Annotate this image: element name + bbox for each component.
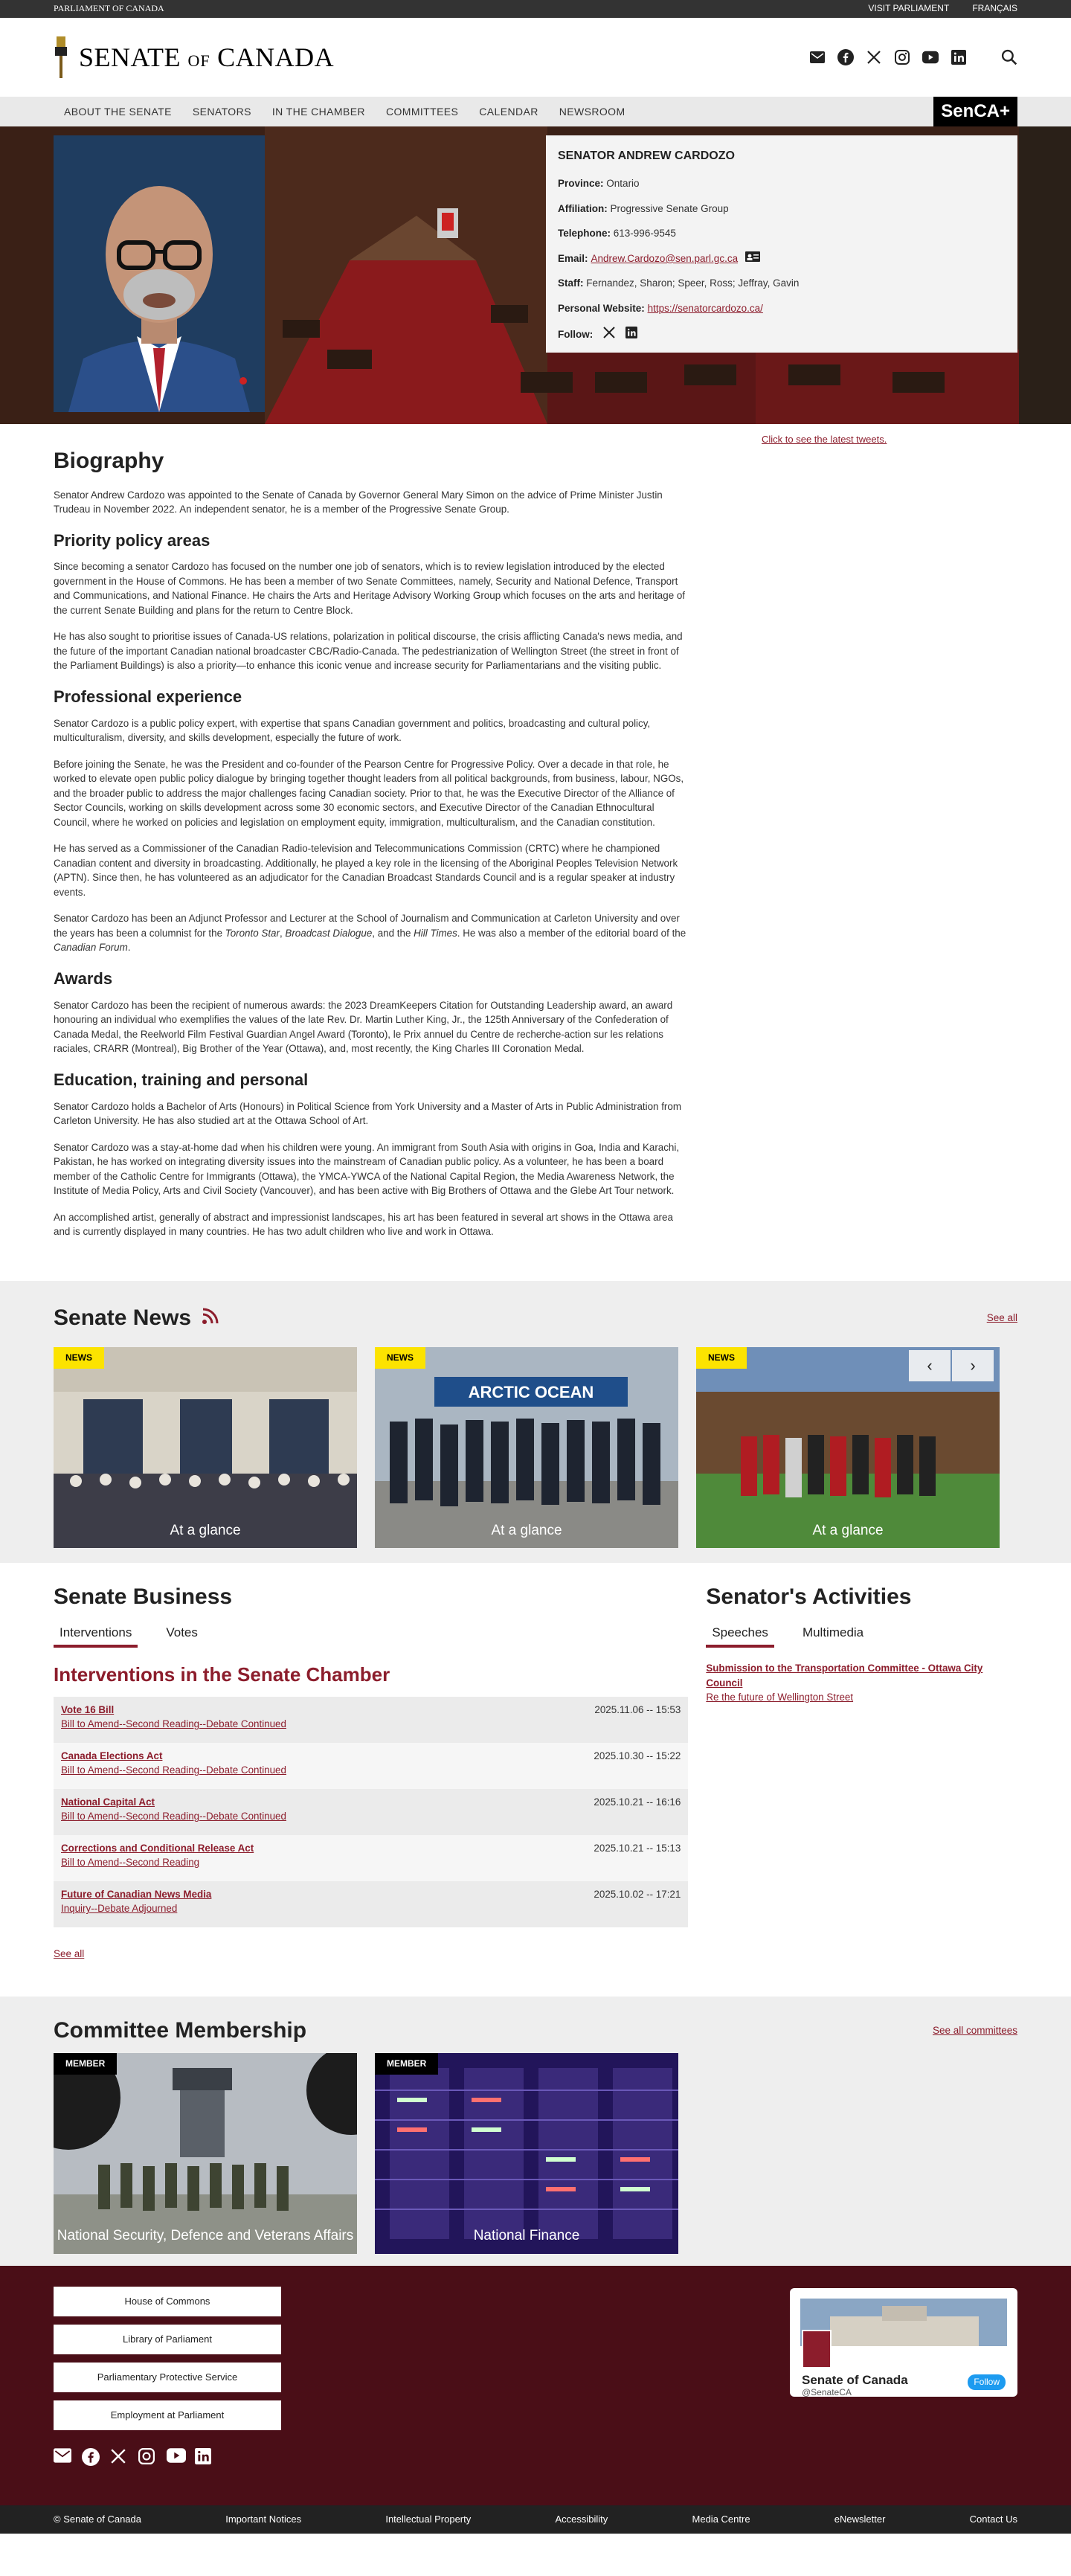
biography-section <box>54 424 690 1281</box>
intervention-date: 2025.11.06 -- 15:53 <box>594 1703 681 1715</box>
news-caption: At a glance <box>812 1522 884 1538</box>
bio-intro: Senator Andrew Cardozo was appointed to the Senate of Canada by Governor General Mary Simon on the advice of Prime Minister Justin Trudeau in November 2022. An independent senator, he is a member of the Progressive Senate Group. <box>54 489 663 515</box>
nav-list <box>54 104 636 119</box>
activity-sub-link[interactable]: Re the future of Wellington Street <box>706 1692 854 1703</box>
website-link[interactable]: https://senatorcardozo.ca/ <box>647 303 763 314</box>
news-see-all-link[interactable]: See all <box>986 1311 1017 1323</box>
affiliation-row: Affiliation: Progressive Senate Group <box>558 202 729 214</box>
committee-card[interactable] <box>375 2053 678 2254</box>
intervention-title-link[interactable]: Future of Canadian News Media <box>61 1888 212 1900</box>
committee-see-all-link[interactable]: See all committees <box>932 2025 1017 2037</box>
top-bar-links <box>847 2 1017 15</box>
nav-committees[interactable]: COMMITTEES <box>385 105 459 118</box>
affiliation-value: Progressive Senate Group <box>610 202 729 214</box>
bottom-bar <box>0 2505 1071 2534</box>
committee-image-finance <box>375 2053 678 2254</box>
staff-row: Staff: Fernandez, Sharon; Speer, Ross; Jeffray, Gavin <box>558 277 800 289</box>
education-title: Education, training and personal <box>54 1070 309 1089</box>
facebook-icon[interactable] <box>837 49 854 65</box>
education-paragraph-1: Senator Cardozo holds a Bachelor of Arts (Honours) in Political Science from York University and a Master of Arts in Public Administration from Carleton University. He has also studied art at the Ottawa School of Art. <box>54 1100 681 1127</box>
instagram-icon[interactable] <box>894 49 910 65</box>
activities-tabs <box>706 1624 1017 1648</box>
biography-title: Biography <box>54 449 164 473</box>
intervention-date: 2025.10.21 -- 16:16 <box>594 1796 681 1808</box>
email-icon[interactable] <box>54 2448 73 2467</box>
activities-list <box>706 1661 1017 1704</box>
profile-hero <box>0 126 1071 424</box>
nav-chamber[interactable]: IN THE CHAMBER <box>271 105 365 118</box>
visit-parliament-link[interactable]: VISIT PARLIAMENT <box>868 3 950 14</box>
business-see-all-link[interactable]: See all <box>54 1947 85 1959</box>
sidebar <box>762 424 887 1281</box>
intervention-title-link[interactable]: Vote 16 Bill <box>61 1703 115 1715</box>
news-card[interactable] <box>54 1347 357 1548</box>
interventions-title: Interventions in the Senate Chamber <box>54 1663 390 1686</box>
committee-caption: National Security, Defence and Veterans Affairs <box>57 2228 354 2244</box>
nav-about[interactable]: ABOUT THE SENATE <box>64 105 172 118</box>
chevron-left-icon[interactable]: ‹ <box>909 1350 951 1381</box>
email-link[interactable]: Andrew.Cardozo@sen.parl.gc.ca <box>591 252 739 264</box>
committee-title: Committee Membership <box>54 2018 307 2043</box>
intervention-row <box>54 1697 688 1743</box>
twitter-follow-button[interactable]: Follow <box>968 2374 1006 2390</box>
email-icon[interactable] <box>809 49 826 65</box>
intervention-date: 2025.10.02 -- 17:21 <box>594 1888 681 1900</box>
tab-multimedia[interactable]: Multimedia <box>802 1625 864 1639</box>
committee-header <box>54 2014 1017 2047</box>
province-value: Ontario <box>606 178 640 190</box>
intervention-sub-link[interactable]: Bill to Amend--Second Reading--Debate Continued <box>61 1718 286 1730</box>
senate-news-section <box>0 1281 1071 1564</box>
footer-social-links <box>54 2448 1017 2467</box>
news-card[interactable] <box>696 1347 1000 1548</box>
nav-newsroom[interactable]: NEWSROOM <box>559 105 625 118</box>
language-toggle[interactable]: FRANÇAIS <box>972 3 1017 14</box>
member-tag: MEMBER <box>375 2053 438 2075</box>
tab-interventions[interactable]: Interventions <box>54 1624 138 1648</box>
news-tag: NEWS <box>696 1347 747 1369</box>
carousel-arrows <box>909 1350 994 1381</box>
rss-icon[interactable] <box>202 1302 219 1334</box>
sign-text: ARCTIC OCEAN <box>468 1383 594 1402</box>
news-header <box>54 1302 1017 1334</box>
accessibility-link[interactable]: Accessibility <box>555 2513 608 2525</box>
news-caption: At a glance <box>491 1522 562 1538</box>
library-of-parliament-link[interactable]: Library of Parliament <box>54 2325 281 2354</box>
telephone-value: 613-996-9545 <box>613 228 676 240</box>
parliament-link[interactable]: PARLIAMENT OF CANADA <box>54 3 164 14</box>
tweets-link[interactable]: Click to see the latest tweets. <box>762 434 887 445</box>
linkedin-icon[interactable] <box>625 327 637 343</box>
email-row: Email: Andrew.Cardozo@sen.parl.gc.ca <box>558 251 1006 266</box>
news-carousel <box>54 1347 1017 1548</box>
site-header <box>0 18 1071 97</box>
house-of-commons-link[interactable]: House of Commons <box>54 2287 281 2316</box>
news-tag: NEWS <box>375 1347 425 1369</box>
main-nav <box>0 97 1071 126</box>
province-row: Province: Ontario <box>558 178 640 190</box>
education-paragraph-3: An accomplished artist, generally of abstract and impressionist landscapes, his art has been featured in several art shows in the Ottawa area and is currently displayed in many countries. He has two adult children who live and work in Ottawa. <box>54 1211 673 1238</box>
priority-paragraph-2: He has also sought to prioritise issues of Canada-US relations, polarization in political discourse, the crisis afflicting Canada's news media, and the future of the important Canadian national broadcaster CBC/Radio-Canada. The pedestrianization of Wellington Street (the street in front of the Parliament Buildings) is also a priority—to enhance this iconic venue and increase security for Parliamentarians and the visiting public. <box>54 631 683 672</box>
business-title: Senate Business <box>54 1584 233 1610</box>
nav-calendar[interactable]: CALENDAR <box>479 105 538 118</box>
senate-logo[interactable] <box>54 36 334 78</box>
committee-image-defence <box>54 2053 357 2254</box>
intervention-sub-link[interactable]: Inquiry--Debate Adjourned <box>61 1903 178 1915</box>
linkedin-icon[interactable] <box>195 2448 214 2467</box>
activities-title: Senator's Activities <box>706 1584 912 1610</box>
news-caption: At a glance <box>170 1522 241 1538</box>
youtube-icon[interactable] <box>922 49 939 65</box>
business-panel <box>54 1581 688 1961</box>
professional-paragraph-1: Senator Cardozo is a public policy expert, with expertise that spans Canadian government and politics, broadcasting and cultural policy, multiculturalism, diversity, and skills development, especially the future of work. <box>54 717 651 744</box>
news-image-1 <box>54 1347 357 1548</box>
professional-paragraph-4: Senator Cardozo has been an Adjunct Professor and Lecturer at the School of Journalism and Communication at Carleton University and over the years has been a columnist for the Toronto Star, Broadcast Dialogue, and the Hill Times. He was also a member of the editorial board of the Canadian Forum. <box>54 913 686 954</box>
twitter-card <box>790 2288 1017 2397</box>
intervention-sub-link[interactable]: Bill to Amend--Second Reading--Debate Continued <box>61 1811 286 1822</box>
main-content <box>0 424 1071 1281</box>
senate-business-section <box>0 1563 1071 1997</box>
awards-title: Awards <box>54 969 113 988</box>
top-bar <box>0 0 1071 18</box>
follow-row: Follow: <box>558 327 1006 343</box>
intervention-row <box>54 1789 688 1835</box>
interventions-list <box>54 1697 688 1927</box>
news-tag: NEWS <box>54 1347 104 1369</box>
intervention-sub-link[interactable]: Bill to Amend--Second Reading--Debate Continued <box>61 1764 286 1776</box>
staff-value: Fernandez, Sharon; Speer, Ross; Jeffray, Gavin <box>586 277 800 289</box>
telephone-row: Telephone: 613-996-9545 <box>558 228 676 240</box>
news-image-2 <box>375 1347 678 1548</box>
tab-speeches[interactable]: Speeches <box>706 1624 774 1648</box>
contact-us-link[interactable]: Contact Us <box>969 2513 1017 2525</box>
intervention-title-link[interactable]: National Capital Act <box>61 1796 155 1808</box>
priority-title: Priority policy areas <box>54 530 210 550</box>
sencaplus-button[interactable]: SenCA+ <box>933 97 1017 126</box>
activities-panel <box>706 1581 1017 1961</box>
news-title: Senate News <box>54 1302 219 1334</box>
professional-paragraph-2: Before joining the Senate, he was the President and co-founder of the Pearson Centre for Progressive Policy. Over a decade in that role, he worked to elevate open public policy dialogue by bringing together thought leaders from all political backgrounds, from business, labour, NGOs, and the broader public to address the major challenges facing Canadian society. Prior to that, he was the Executive Director of the Alliance of Sector Councils, working on skills development across some 30 economic sectors, and Executive Director of the Canadian Ethnocultural Council, where he worked on policies and legislation on employment equity, immigration, multiculturalism, and the Canadian constitution. <box>54 758 684 828</box>
chevron-right-icon[interactable]: › <box>952 1350 994 1381</box>
professional-paragraph-3: He has served as a Commissioner of the Canadian Radio-television and Telecommunications Commission (CRTC) where he championed Canadian content and diversity in broadcasting. Additionally, he played a key role in the licensing of the Aboriginal Peoples Television Network (APTN). Since then, he has volunteered as an adjudicator for the Canadian Broadcast Standards Council and is a regular speaker at industry events. <box>54 843 678 898</box>
linkedin-icon[interactable] <box>951 49 967 65</box>
priority-paragraph-1: Since becoming a senator Cardozo has focused on the number one job of senators, which is to review legislation introduced by the elected government in the House of Commons. He has been a member of two Senate Committees, namely, Security and National Defence, Transport and Communications, and National Finance. He chairs the Arts and Heritage Advisory Working Group which focuses on the arts and heritage of the current Senate Building and plans for the return to Centre Block. <box>54 561 686 616</box>
important-notices-link[interactable]: Important Notices <box>225 2513 302 2525</box>
vcard-icon[interactable] <box>745 251 760 266</box>
logo-text: SENATE OF CANADA <box>79 42 335 72</box>
committee-caption: National Finance <box>473 2228 580 2244</box>
intervention-title-link[interactable]: Canada Elections Act <box>61 1750 163 1761</box>
employment-link[interactable]: Employment at Parliament <box>54 2400 281 2430</box>
intervention-row <box>54 1881 688 1927</box>
senator-portrait <box>54 135 265 412</box>
news-card[interactable] <box>375 1347 678 1548</box>
instagram-icon[interactable] <box>138 2448 158 2467</box>
intervention-title-link[interactable]: Corrections and Conditional Release Act <box>61 1842 254 1854</box>
senate-avatar <box>802 2330 832 2368</box>
x-icon[interactable] <box>110 2448 129 2467</box>
education-paragraph-2: Senator Cardozo was a stay-at-home dad when his children were young. An immigrant from South Asia with origins in Goa, India and Karachi, Pakistan, he has worked on integrating diversity issues into the mainstream of Canadian public policy. As a volunteer, he has been a board member of the Catholic Centre for Immigrants (Ottawa), the YMCA-YWCA of the National Capital Region, the Media Awareness Network, the Institute of Media Policy, Arts and Civil Society (Vancouver), and has been active with Big Brothers of Ottawa and the Glebe Art Tour network. <box>54 1141 680 1197</box>
facebook-icon[interactable] <box>82 2448 101 2467</box>
intervention-sub-link[interactable]: Bill to Amend--Second Reading <box>61 1857 200 1869</box>
copyright: © Senate of Canada <box>54 2513 141 2525</box>
search-icon[interactable] <box>1001 49 1017 65</box>
senator-name: SENATOR ANDREW CARDOZO <box>558 150 735 162</box>
x-icon[interactable] <box>866 49 882 65</box>
awards-paragraph: Senator Cardozo has been the recipient of numerous awards: the 2023 DreamKeepers Citation for Outstanding Leadership award, an award honouring an individual who exemplifies the values of the late Rev. Dr. Martin Luther King, Jr., the 125th Anniversary of the Confederation of Canada Medal, the Reelworld Film Festival Guardian Angel Award (Toronto), le Prix annuel du Centre de recherche-action sur les relations raciales, CRARR (Montreal), Big Brother of the Year (Ottawa), and, most recently, the King Charles III Coronation Medal. <box>54 999 673 1055</box>
intervention-row <box>54 1743 688 1789</box>
header-social-links <box>809 49 1017 65</box>
intellectual-property-link[interactable]: Intellectual Property <box>385 2513 472 2525</box>
business-tabs <box>54 1624 688 1648</box>
protective-service-link[interactable]: Parliamentary Protective Service <box>54 2363 281 2392</box>
enewsletter-link[interactable]: eNewsletter <box>834 2513 886 2525</box>
mace-icon <box>54 36 68 78</box>
professional-title: Professional experience <box>54 687 242 706</box>
website-row: Personal Website: https://senatorcardozo.ca/ <box>558 303 763 314</box>
twitter-handle: @SenateCA <box>802 2386 852 2397</box>
media-centre-link[interactable]: Media Centre <box>692 2513 750 2525</box>
intervention-date: 2025.10.21 -- 15:13 <box>594 1842 681 1854</box>
intervention-date: 2025.10.30 -- 15:22 <box>594 1750 681 1761</box>
twitter-account-name: Senate of Canada <box>802 2372 908 2387</box>
youtube-icon[interactable] <box>167 2448 186 2467</box>
activity-link[interactable]: Submission to the Transportation Committee - Ottawa City Council <box>706 1663 983 1689</box>
committee-card[interactable] <box>54 2053 357 2254</box>
member-tag: MEMBER <box>54 2053 117 2075</box>
committee-membership-section <box>0 1997 1071 2266</box>
x-icon[interactable] <box>603 327 615 343</box>
tab-votes[interactable]: Votes <box>166 1625 198 1639</box>
senator-info-card <box>546 135 1017 353</box>
nav-senators[interactable]: SENATORS <box>192 105 251 118</box>
intervention-row <box>54 1835 688 1881</box>
site-footer <box>0 2266 1071 2505</box>
committee-cards <box>54 2053 1017 2254</box>
